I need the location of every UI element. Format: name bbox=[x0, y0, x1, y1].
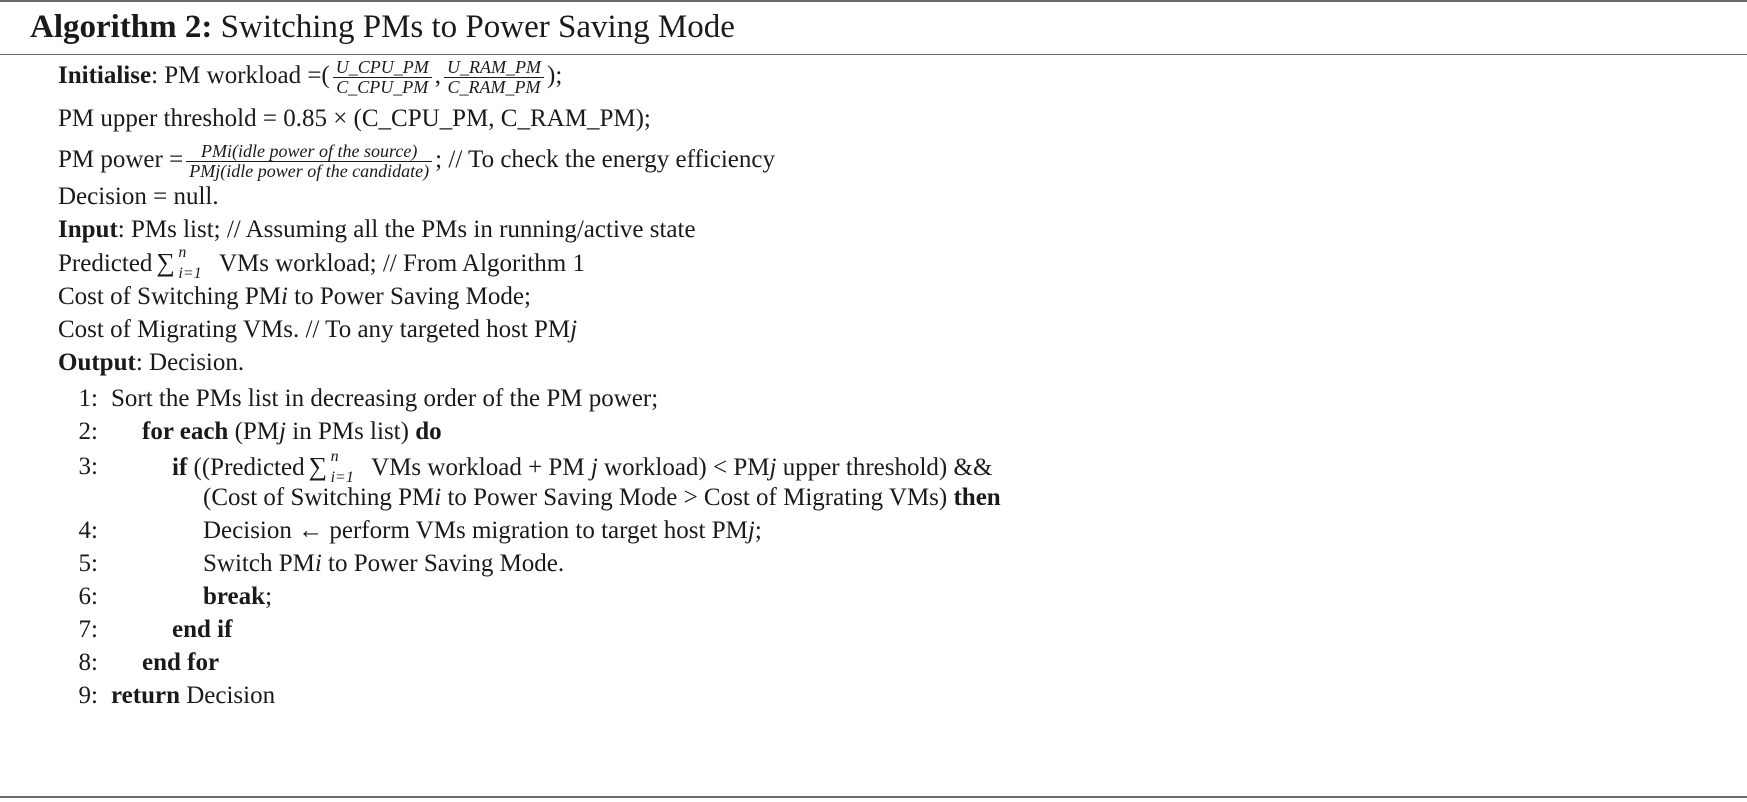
cost-migrate-text: Cost of Migrating VMs. // To any targeted host PM bbox=[58, 316, 571, 343]
step-text-a: ((Predicted bbox=[187, 454, 305, 481]
step-text: Sort the PMs list in decreasing order of the PM power; bbox=[111, 385, 659, 412]
step-5 bbox=[0, 547, 1747, 581]
step-text-b: VMs workload + PM bbox=[371, 454, 591, 481]
step-6 bbox=[0, 580, 1747, 614]
output-line bbox=[58, 346, 244, 380]
step-text-b: to Power Saving Mode. bbox=[321, 550, 565, 577]
step-2 bbox=[0, 415, 1747, 449]
ram-numerator: U_RAM_PM bbox=[444, 58, 544, 78]
keyword-do: do bbox=[415, 418, 442, 445]
ram-denominator: C_RAM_PM bbox=[447, 77, 541, 97]
initialise-line bbox=[58, 57, 563, 97]
workload-suffix: ); bbox=[547, 62, 563, 90]
step-3-continued bbox=[0, 481, 1747, 515]
step-text-b: in PMs list) bbox=[286, 418, 416, 445]
algorithm-title bbox=[30, 3, 735, 51]
keyword-end-for: end for bbox=[142, 649, 220, 676]
predicted-prefix: Predicted bbox=[58, 250, 153, 277]
cost-switch-text-b: to Power Saving Mode; bbox=[287, 283, 531, 310]
step-text-a: Switch PM bbox=[203, 550, 315, 577]
step-text bbox=[203, 481, 1001, 515]
step-var: i bbox=[314, 550, 322, 577]
cost-migrate-var: j bbox=[570, 316, 578, 343]
summation-symbol: ∑ n i=1 bbox=[309, 450, 368, 485]
input-label: Input bbox=[58, 216, 118, 243]
step-number: 5: bbox=[78, 550, 98, 577]
output-text: : Decision. bbox=[135, 349, 245, 376]
cost-migrate-line bbox=[58, 313, 577, 347]
step-text-b: ; bbox=[265, 583, 273, 610]
keyword-if: if bbox=[172, 454, 188, 481]
title-rule bbox=[0, 54, 1747, 55]
step-4 bbox=[0, 514, 1747, 548]
step-var: j bbox=[747, 517, 755, 544]
algorithm-name: Switching PMs to Power Saving Mode bbox=[220, 9, 735, 45]
initialise-label: Initialise bbox=[58, 62, 152, 90]
cpu-numerator: U_CPU_PM bbox=[333, 58, 432, 78]
power-suffix: ; // To check the energy efficiency bbox=[435, 146, 775, 174]
keyword-break: break bbox=[203, 583, 266, 610]
predicted-line bbox=[58, 246, 585, 280]
top-rule bbox=[0, 0, 1747, 2]
step-text-c: workload) < PM bbox=[597, 454, 770, 481]
sum-lower: i=1 bbox=[330, 469, 354, 486]
step-number: 2: bbox=[78, 418, 98, 445]
step-7 bbox=[0, 613, 1747, 647]
step-9 bbox=[0, 679, 1747, 713]
step-text-b: Decision bbox=[179, 682, 276, 709]
step-text-a: Decision ← perform VMs migration to target host PM bbox=[203, 517, 748, 544]
step-text-a: (PM bbox=[228, 418, 280, 445]
cost-switch-var: i bbox=[280, 283, 288, 310]
step-var: j bbox=[279, 418, 286, 445]
decision-line: Decision = null. bbox=[58, 183, 219, 210]
step-number: 8: bbox=[78, 649, 98, 676]
cpu-denominator: C_CPU_PM bbox=[336, 77, 429, 97]
step-var: i bbox=[434, 484, 442, 511]
keyword-then: then bbox=[953, 484, 1001, 511]
power-prefix: PM power = bbox=[58, 146, 184, 174]
step-var-2: j bbox=[769, 454, 777, 481]
power-fraction bbox=[186, 142, 432, 181]
step-number: 9: bbox=[78, 682, 98, 709]
step-3 bbox=[0, 450, 1747, 484]
step-number: 3: bbox=[78, 453, 98, 480]
keyword-for-each: for each bbox=[142, 418, 229, 445]
predicted-suffix: VMs workload; // From Algorithm 1 bbox=[218, 250, 585, 277]
threshold-line: PM upper threshold = 0.85 × (C_CPU_PM, C_RAM_PM); bbox=[58, 105, 651, 132]
keyword-end-if: end if bbox=[172, 616, 233, 643]
step-text-a: (Cost of Switching PM bbox=[203, 484, 435, 511]
output-label: Output bbox=[58, 349, 136, 376]
workload-prefix: : PM workload =( bbox=[151, 62, 330, 90]
sum-upper: n bbox=[178, 244, 187, 261]
step-8 bbox=[0, 646, 1747, 680]
input-text: : PMs list; // Assuming all the PMs in running/active state bbox=[117, 216, 696, 243]
step-text bbox=[111, 679, 275, 713]
ram-fraction bbox=[444, 58, 544, 97]
cpu-fraction bbox=[333, 58, 432, 97]
step-text bbox=[172, 450, 992, 485]
step-number: 6: bbox=[78, 583, 98, 610]
cost-switch-line bbox=[58, 280, 531, 314]
keyword-return: return bbox=[111, 682, 180, 709]
step-number: 1: bbox=[78, 385, 98, 412]
power-numerator: PMi(idle power of the source) bbox=[186, 142, 432, 162]
step-1 bbox=[0, 382, 1747, 416]
step-text-b: to Power Saving Mode > Cost of Migrating VMs) bbox=[441, 484, 954, 511]
step-number: 4: bbox=[78, 517, 98, 544]
input-line bbox=[58, 213, 696, 247]
power-line bbox=[58, 141, 775, 181]
summation-symbol: ∑ n i=1 bbox=[156, 246, 215, 281]
algorithm-label: Algorithm 2: bbox=[30, 9, 213, 45]
power-denominator: PMj(idle power of the candidate) bbox=[189, 161, 430, 181]
step-number: 7: bbox=[78, 616, 98, 643]
step-text bbox=[203, 547, 564, 581]
sum-upper: n bbox=[330, 448, 339, 465]
step-text bbox=[203, 514, 762, 548]
step-var: j bbox=[590, 454, 598, 481]
cost-switch-text: Cost of Switching PM bbox=[58, 283, 281, 310]
step-text bbox=[203, 580, 272, 614]
workload-separator: , bbox=[434, 62, 442, 90]
step-text-d: upper threshold) && bbox=[776, 454, 993, 481]
bottom-rule bbox=[0, 796, 1747, 798]
sum-lower: i=1 bbox=[178, 265, 202, 282]
step-text-b: ; bbox=[754, 517, 762, 544]
step-text bbox=[142, 415, 442, 449]
